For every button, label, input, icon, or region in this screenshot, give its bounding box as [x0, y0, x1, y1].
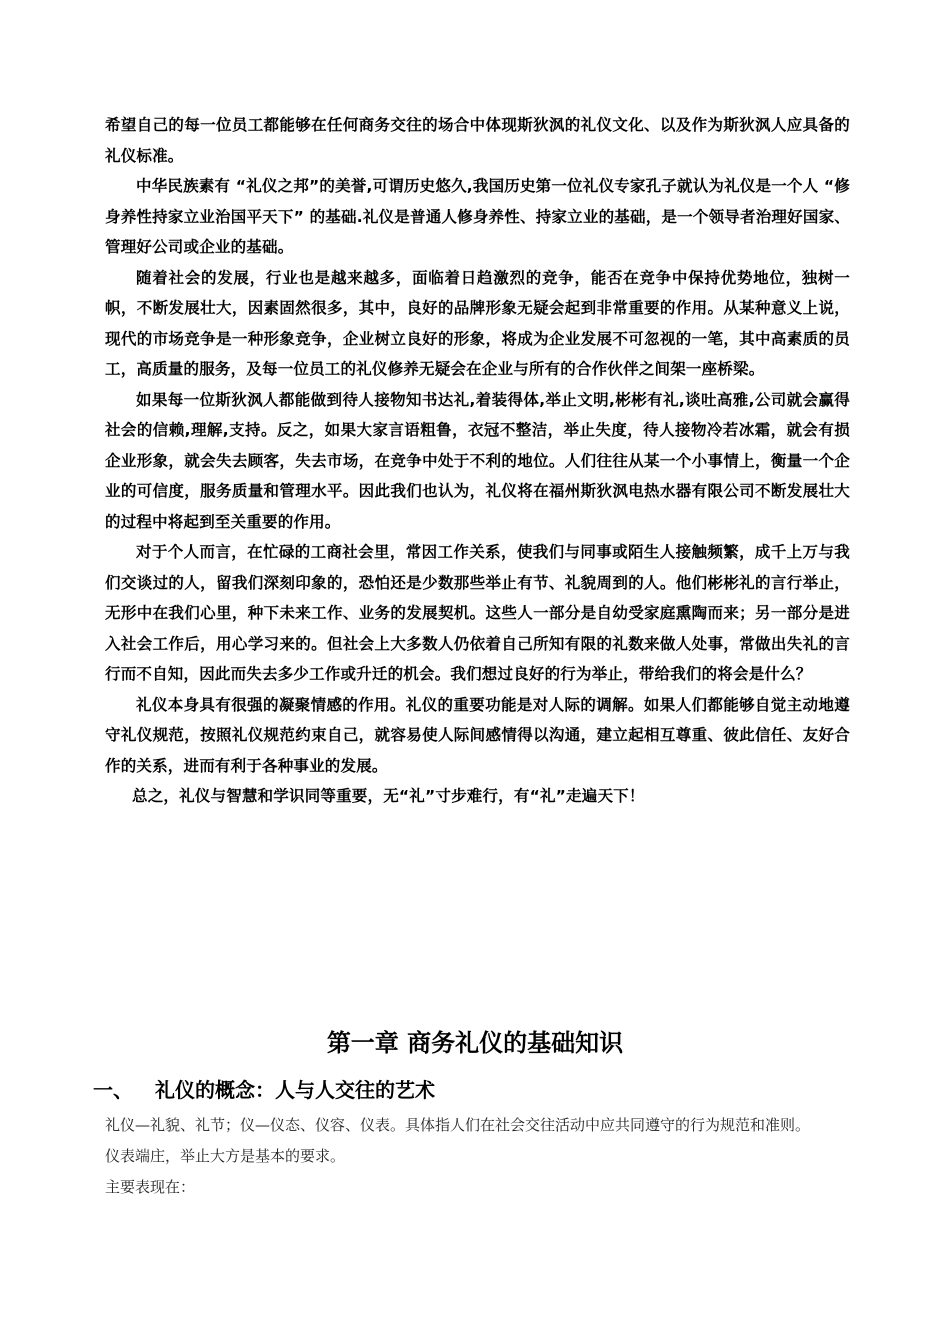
intro-section [105, 110, 850, 812]
section-body [105, 1110, 865, 1203]
chapter-title: 第一章 商务礼仪的基础知识 [326, 1029, 624, 1057]
intro-paragraph-continuation: 希望自己的每一位员工都能够在任何商务交往的场合中体现斯狄沨的礼仪文化、以及作为斯狄沨人应具备的礼仪标准。 [105, 116, 850, 165]
body-line: 主要表现在： [105, 1178, 196, 1196]
intro-paragraph: 如果每一位斯狄沨人都能做到待人接物知书达礼,着装得体,举止文明,彬彬有礼,谈吐高雅,公司就会赢得社会的信赖,理解,支持。反之，如果大家言语粗鲁，衣冠不整洁，举止失度，待人接物冷若冰霜，就会有损企业形象，就会失去顾客，失去市场，在竞争中处于不利的地位。人们往往从某一个小事情上，衡量一个企业的可信度，服务质量和管理水平。因此我们也认为，礼仪将在福州斯狄沨电热水器有限公司不断发展壮大的过程中将起到至关重要的作用。 [105, 390, 850, 531]
section-heading [93, 1074, 435, 1103]
body-line: 仪表端庄，举止大方是基本的要求。 [105, 1147, 346, 1165]
body-line: 礼仪—礼貌、礼节；仪—仪态、仪容、仪表。具体指人们在社会交往活动中应共同遵守的行为规范和准则。 [105, 1116, 811, 1134]
intro-paragraph: 对于个人而言，在忙碌的工商社会里，常因工作关系，使我们与同事或陌生人接触频繁，成千上万与我们交谈过的人，留我们深刻印象的，恐怕还是少数那些举止有节、礼貌周到的人。他们彬彬礼的言行举止，无形中在我们心里，种下未来工作、业务的发展契机。这些人一部分是自幼受家庭熏陶而来；另一部分是进入社会工作后，用心学习来的。但社会上大多数人仍依着自己所知有限的礼数来做人处事，常做出失礼的言行而不自知，因此而失去多少工作或升迁的机会。我们想过良好的行为举止，带给我们的将会是什么？ [105, 543, 850, 683]
intro-paragraph: 随着社会的发展，行业也是越来越多，面临着日趋激烈的竞争，能否在竞争中保持优势地位，独树一帜，不断发展壮大，因素固然很多，其中，良好的品牌形象无疑会起到非常重要的作用。从某种意义上说，现代的市场竞争是一种形象竞争，企业树立良好的形象，将成为企业发展不可忽视的一笔，其中高素质的员工，高质量的服务，及每一位员工的礼仪修养无疑会在企业与所有的合作伙伴之间架一座桥梁。 [105, 268, 850, 378]
section-number: 一、 [93, 1078, 133, 1102]
intro-paragraph-conclusion: 总之，礼仪与智慧和学识同等重要，无“礼”寸步难行，有“礼”走遍天下！ [132, 787, 645, 805]
intro-paragraph: 中华民族素有 “礼仪之邦”的美誉,可谓历史悠久,我国历史第一位礼仪专家孔子就认为礼仪是一个人 “修身养性持家立业治国平天下” 的基础.礼仪是普通人修身养性、持家立业的基础，是一个领导者治理好国家、管理好公司或企业的基础。 [105, 177, 850, 256]
section-title: 礼仪的概念：人与人交往的艺术 [155, 1078, 435, 1102]
intro-paragraph: 礼仪本身具有很强的凝聚情感的作用。礼仪的重要功能是对人际的调解。如果人们都能够自觉主动地遵守礼仪规范，按照礼仪规范约束自己，就容易使人际间感情得以沟通，建立起相互尊重、彼此信任、友好合作的关系，进而有利于各种事业的发展。 [105, 695, 850, 775]
